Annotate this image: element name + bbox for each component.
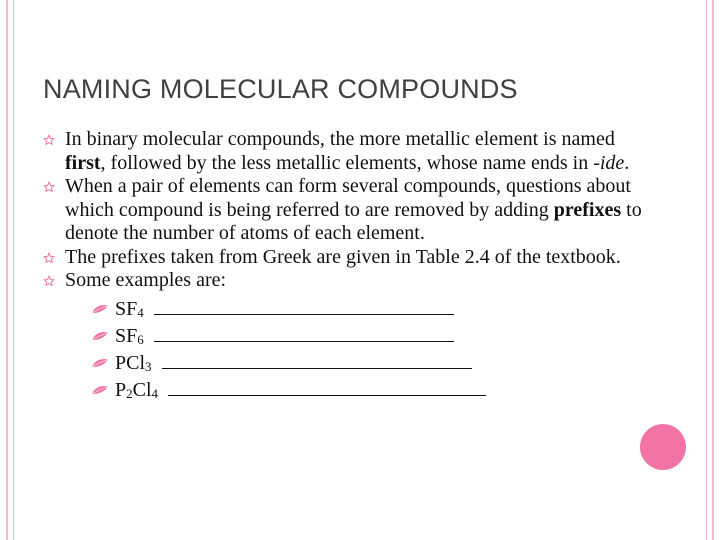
bullet-italic: -ide bbox=[593, 151, 625, 174]
example-item bbox=[91, 296, 643, 323]
decorative-circle bbox=[640, 424, 686, 470]
answer-blank[interactable] bbox=[154, 296, 454, 315]
formula-subscript: 3 bbox=[145, 358, 152, 374]
formula bbox=[115, 379, 158, 401]
formula-part: SF bbox=[115, 324, 138, 347]
formula bbox=[115, 352, 152, 374]
formula-subscript: 4 bbox=[137, 304, 144, 320]
answer-blank[interactable] bbox=[162, 350, 472, 369]
star-outline-icon bbox=[43, 181, 55, 193]
star-outline-icon bbox=[43, 134, 55, 146]
star-outline-icon bbox=[43, 275, 55, 287]
bullet-text: to denote the number of atoms of each element. bbox=[65, 198, 642, 244]
bullet-text: . bbox=[624, 151, 630, 174]
bullet-text: In binary molecular compounds, the more metallic element is named bbox=[65, 128, 615, 150]
bullet-text: The prefixes taken from Greek are given in Table 2.4 of the textbook. bbox=[65, 245, 621, 268]
slide-body bbox=[43, 128, 643, 404]
formula-part: P bbox=[115, 378, 127, 401]
leaf-icon bbox=[91, 385, 109, 395]
bullet-text: Some examples are: bbox=[65, 269, 227, 291]
example-item bbox=[91, 377, 643, 404]
leaf-icon bbox=[91, 331, 109, 341]
bullet-item bbox=[43, 269, 643, 404]
bullet-text: When a pair of elements can form several compounds, questions about which compound is being referred to are removed by adding bbox=[65, 175, 631, 221]
leaf-icon bbox=[91, 358, 109, 368]
bullet-bold: first bbox=[65, 151, 101, 174]
bullet-text: , followed by the less metallic elements, whose name ends in bbox=[100, 151, 594, 174]
formula-subscript: 6 bbox=[137, 331, 144, 347]
example-item bbox=[91, 323, 643, 350]
answer-blank[interactable] bbox=[154, 323, 454, 342]
formula-part: Cl bbox=[132, 378, 152, 401]
bullet-bold: prefixes bbox=[553, 198, 622, 221]
formula bbox=[115, 298, 144, 320]
answer-blank[interactable] bbox=[168, 377, 486, 396]
star-outline-icon bbox=[43, 252, 55, 264]
formula-part: PCl bbox=[115, 351, 146, 374]
slide-title: NAMING MOLECULAR COMPOUNDS bbox=[43, 74, 518, 104]
bullet-item bbox=[43, 128, 643, 175]
formula-subscript: 2 bbox=[126, 385, 133, 401]
example-list bbox=[91, 296, 643, 404]
leaf-icon bbox=[91, 304, 109, 314]
bullet-item bbox=[43, 246, 643, 270]
formula bbox=[115, 325, 144, 347]
bullet-item bbox=[43, 175, 643, 246]
formula-subscript: 4 bbox=[151, 385, 159, 401]
bullet-list bbox=[43, 128, 643, 404]
example-item bbox=[91, 350, 643, 377]
formula-part: SF bbox=[115, 297, 138, 320]
